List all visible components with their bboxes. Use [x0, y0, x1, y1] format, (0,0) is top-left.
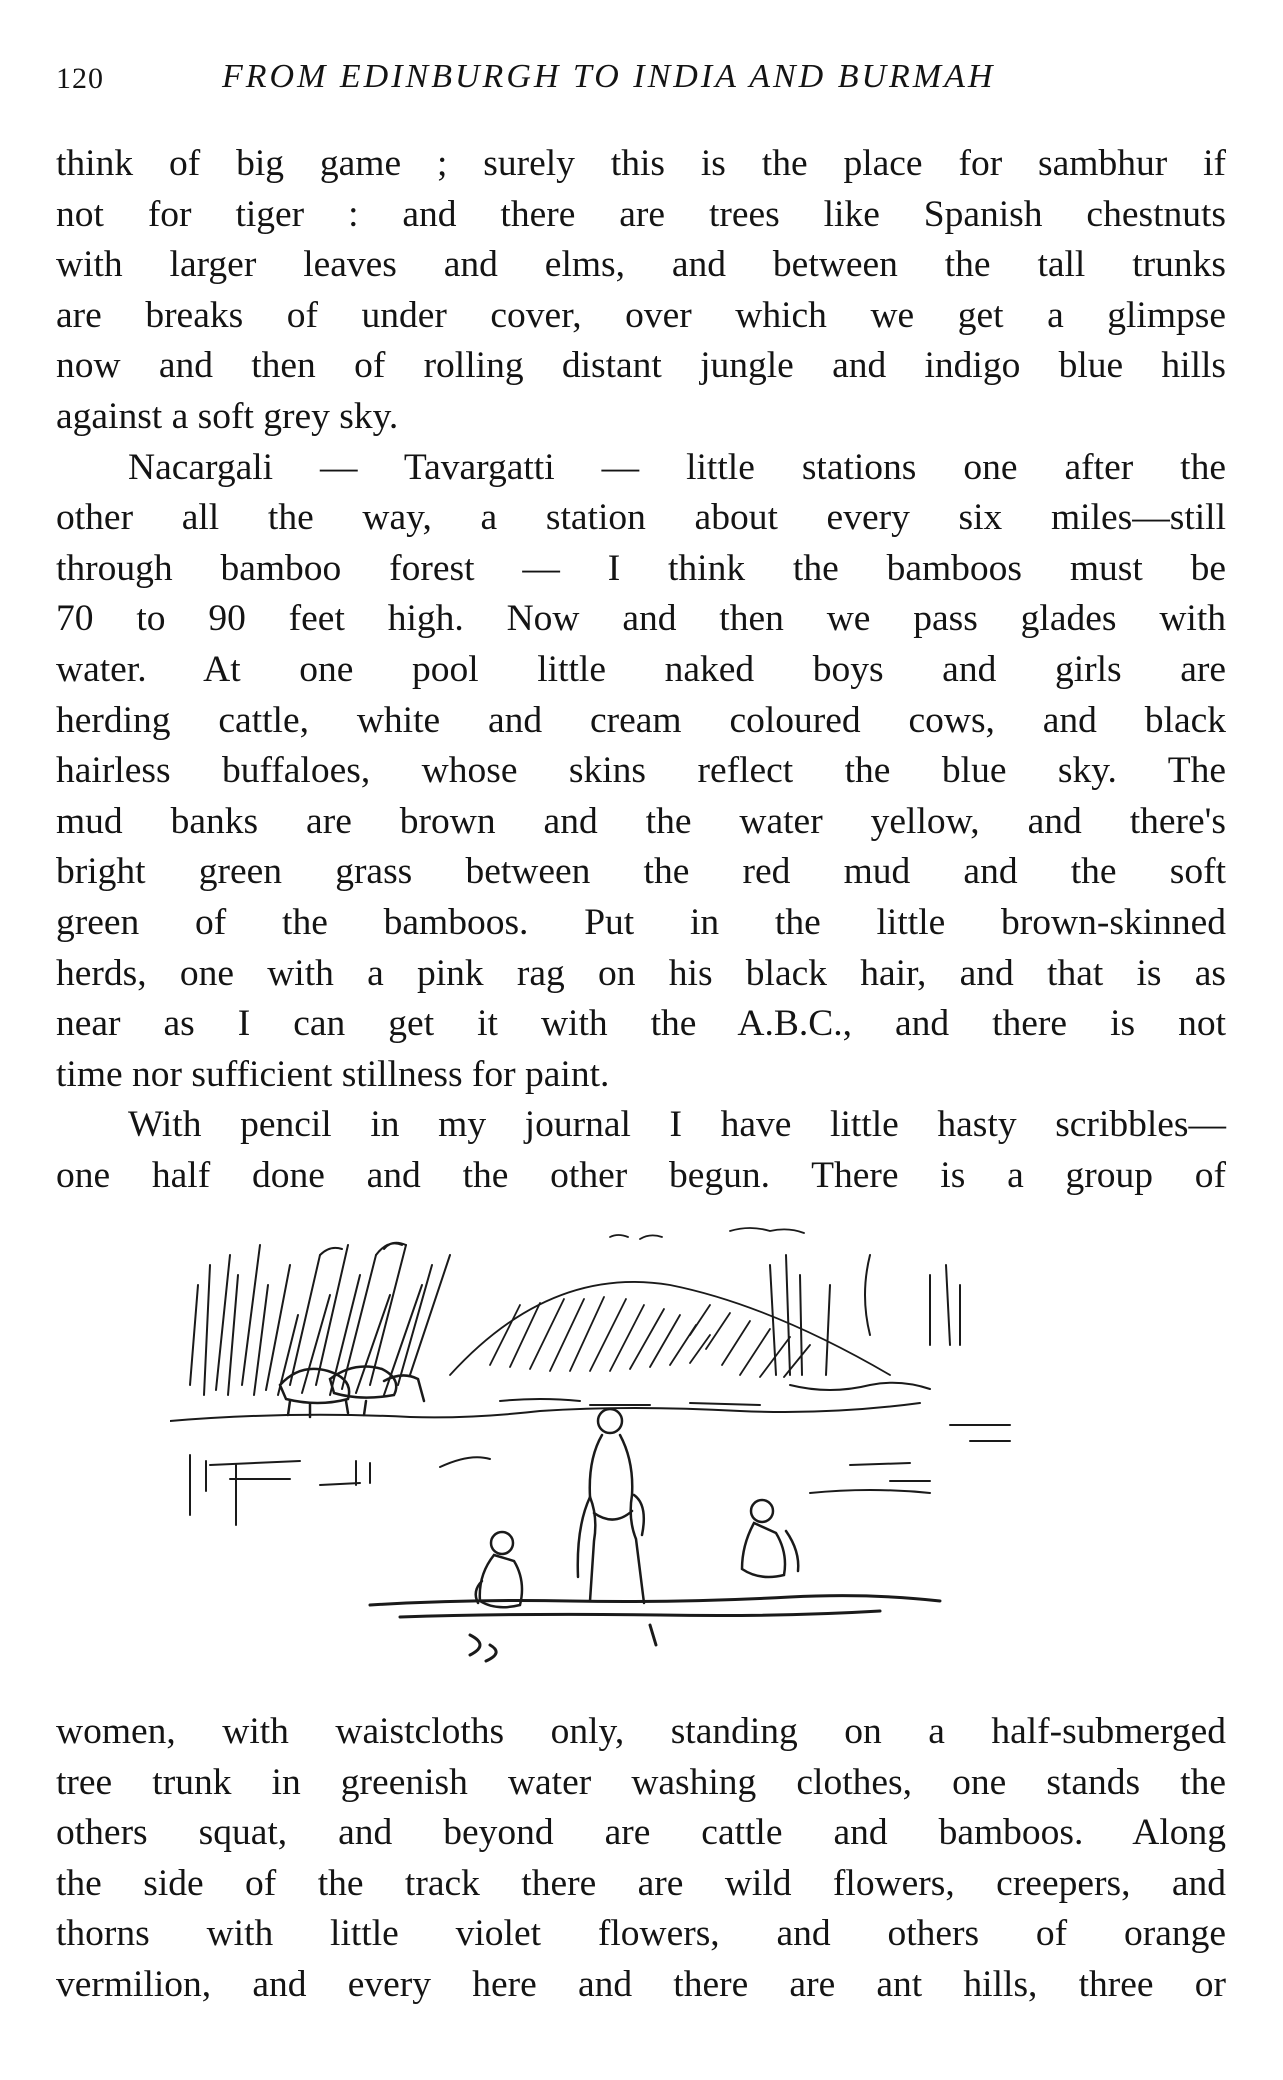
river-scene-sketch [170, 1225, 1130, 1685]
submerged-log [370, 1596, 940, 1661]
text-line: green of the bamboos. Put in the little brown-skinned [56, 901, 1226, 943]
text-line: against a soft grey sky. [56, 395, 399, 437]
page-number: 120 [56, 62, 104, 95]
text-line: near as I can get it with the A.B.C., and there is not [56, 1003, 1226, 1045]
text-line: now and then of rolling distant jungle and indigo blue hills [56, 345, 1226, 387]
standing-woman-figure [578, 1409, 644, 1603]
text-line: other all the way, a station about every six miles—still [56, 497, 1226, 539]
bamboo-reeds [190, 1243, 450, 1395]
text-line: herds, one with a pink rag on his black hair, and that is as [56, 952, 1226, 994]
text-line: herding cattle, white and cream coloured cows, and black [56, 699, 1226, 741]
text-line: thorns with little violet flowers, and others of orange [56, 1913, 1226, 1955]
pen-sketch-illustration [170, 1225, 1130, 1685]
water-surface [170, 1399, 1010, 1525]
text-line: tree trunk in greenish water washing clothes, one stands the [56, 1761, 1226, 1803]
squatting-woman-left-figure [476, 1532, 522, 1607]
text-line: one half done and the other begun. There is a group of [56, 1154, 1226, 1196]
text-line: the side of the track there are wild flowers, creepers, and [56, 1862, 1226, 1904]
text-line: hairless buffaloes, whose skins reflect the blue sky. The [56, 750, 1226, 792]
body-text-lower [56, 1707, 1226, 2011]
body-text-upper [56, 139, 1226, 1201]
squatting-woman-right-figure [742, 1500, 798, 1577]
text-line: water. At one pool little naked boys and girls are [56, 648, 1226, 690]
text-line: others squat, and beyond are cattle and bamboos. Along [56, 1812, 1226, 1854]
page-header [56, 58, 1226, 102]
distant-hill [450, 1228, 890, 1377]
text-line: 70 to 90 feet high. Now and then we pass glades with [56, 598, 1226, 640]
text-line: Nacargali — Tavargatti — little stations one after the [128, 446, 1226, 488]
text-line: with larger leaves and elms, and between the tall trunks [56, 244, 1226, 286]
text-line: through bamboo forest — I think the bamboos must be [56, 547, 1226, 589]
text-line: women, with waistcloths only, standing on a half-submerged [56, 1711, 1226, 1752]
text-line: time nor sufficient stillness for paint. [56, 1053, 610, 1095]
running-title: FROM EDINBURGH TO INDIA AND BURMAH [222, 58, 996, 95]
text-line: With pencil in my journal I have little hasty scribbles— [128, 1104, 1226, 1146]
text-line: think of big game ; surely this is the place for sambhur if [56, 143, 1226, 184]
text-line: bright green grass between the red mud and the soft [56, 851, 1226, 893]
text-line: mud banks are brown and the water yellow, and there's [56, 800, 1226, 842]
right-trees [770, 1255, 960, 1390]
text-line: vermilion, and every here and there are ant hills, three or [56, 1963, 1226, 2005]
text-line: not for tiger : and there are trees like Spanish chestnuts [56, 193, 1226, 235]
text-line: are breaks of under cover, over which we get a glimpse [56, 294, 1226, 336]
